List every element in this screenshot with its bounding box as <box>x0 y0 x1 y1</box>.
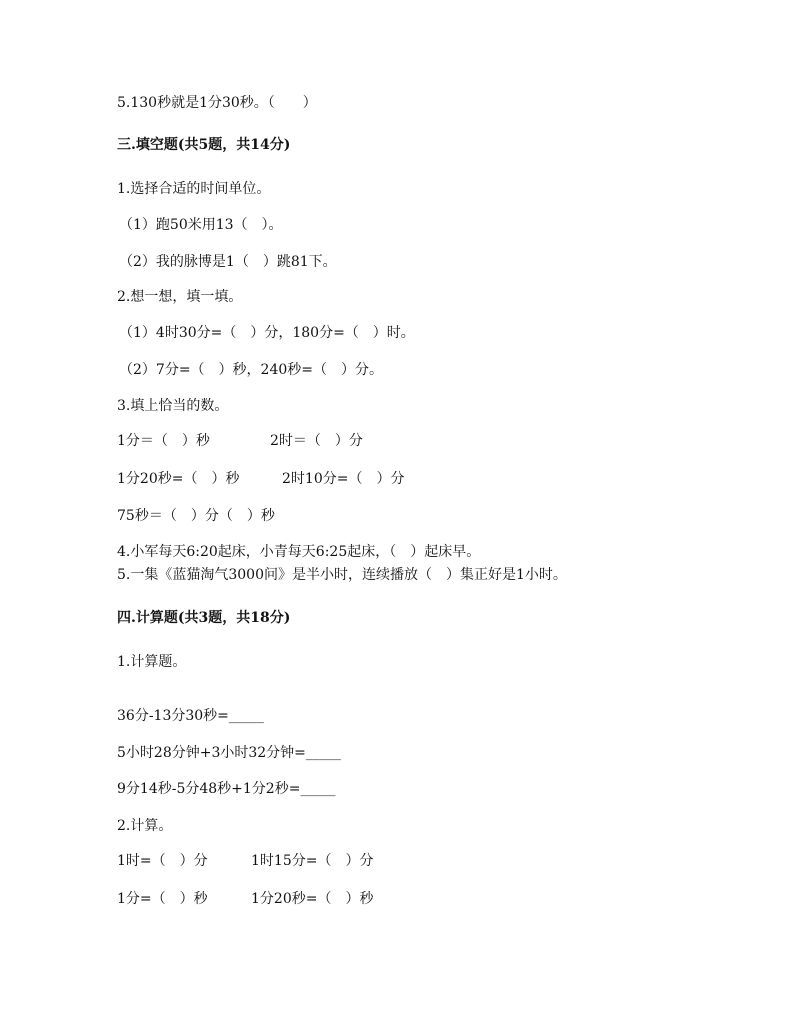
fill-question-2-part-1: （1）4时30分=（ ）分，180分=（ ）时。 <box>119 325 415 341</box>
judgement-question-5: 5.130秒就是1分30秒。（ ） <box>117 95 317 111</box>
fill-question-5: 5.一集《蓝猫淘气3000问》是半小时，连续播放（ ）集正好是1小时。 <box>117 567 567 583</box>
fill-question-2: 2.想一想，填一填。 <box>117 289 243 305</box>
fill-question-3-row-2-left: 1分20秒=（ ）秒 <box>117 471 240 487</box>
fill-question-1: 1.选择合适的时间单位。 <box>117 181 271 197</box>
fill-question-1-part-1: （1）跑50米用13（ ）。 <box>119 217 283 233</box>
fill-question-2-part-2: （2）7分=（ ）秒，240秒=（ ）分。 <box>119 362 383 378</box>
calc-question-2-row-2-right: 1分20秒=（ ）秒 <box>251 891 374 907</box>
fill-question-3-row-1-right: 2时＝（ ）分 <box>270 433 363 449</box>
fill-question-4: 4.小军每天6:20起床，小青每天6:25起床，（ ）起床早。 <box>117 544 481 560</box>
calc-question-2: 2.计算。 <box>117 818 173 834</box>
fill-question-1-part-2: （2）我的脉博是1（ ）跳81下。 <box>119 254 337 270</box>
calc-question-2-row-2-left: 1分=（ ）秒 <box>117 891 208 907</box>
fill-question-3-row-3: 75秒＝（ ）分（ ）秒 <box>117 508 275 524</box>
calc-question-2-row-1-left: 1时=（ ）分 <box>117 853 208 869</box>
calc-question-1-part-3: 9分14秒-5分48秒+1分2秒=_____ <box>117 781 336 797</box>
section-3-title: 三.填空题(共5题，共14分) <box>117 137 291 153</box>
calc-question-1: 1.计算题。 <box>117 654 187 670</box>
calc-question-1-part-1: 36分-13分30秒=_____ <box>117 708 264 724</box>
fill-question-3-row-2-right: 2时10分=（ ）分 <box>282 471 405 487</box>
fill-question-3: 3.填上恰当的数。 <box>117 398 229 414</box>
calc-question-1-part-2: 5小时28分钟+3小时32分钟=_____ <box>117 745 341 761</box>
section-4-title: 四.计算题(共3题，共18分) <box>117 610 291 626</box>
fill-question-3-row-1-left: 1分＝（ ）秒 <box>117 433 210 449</box>
calc-question-2-row-1-right: 1时15分=（ ）分 <box>251 853 374 869</box>
